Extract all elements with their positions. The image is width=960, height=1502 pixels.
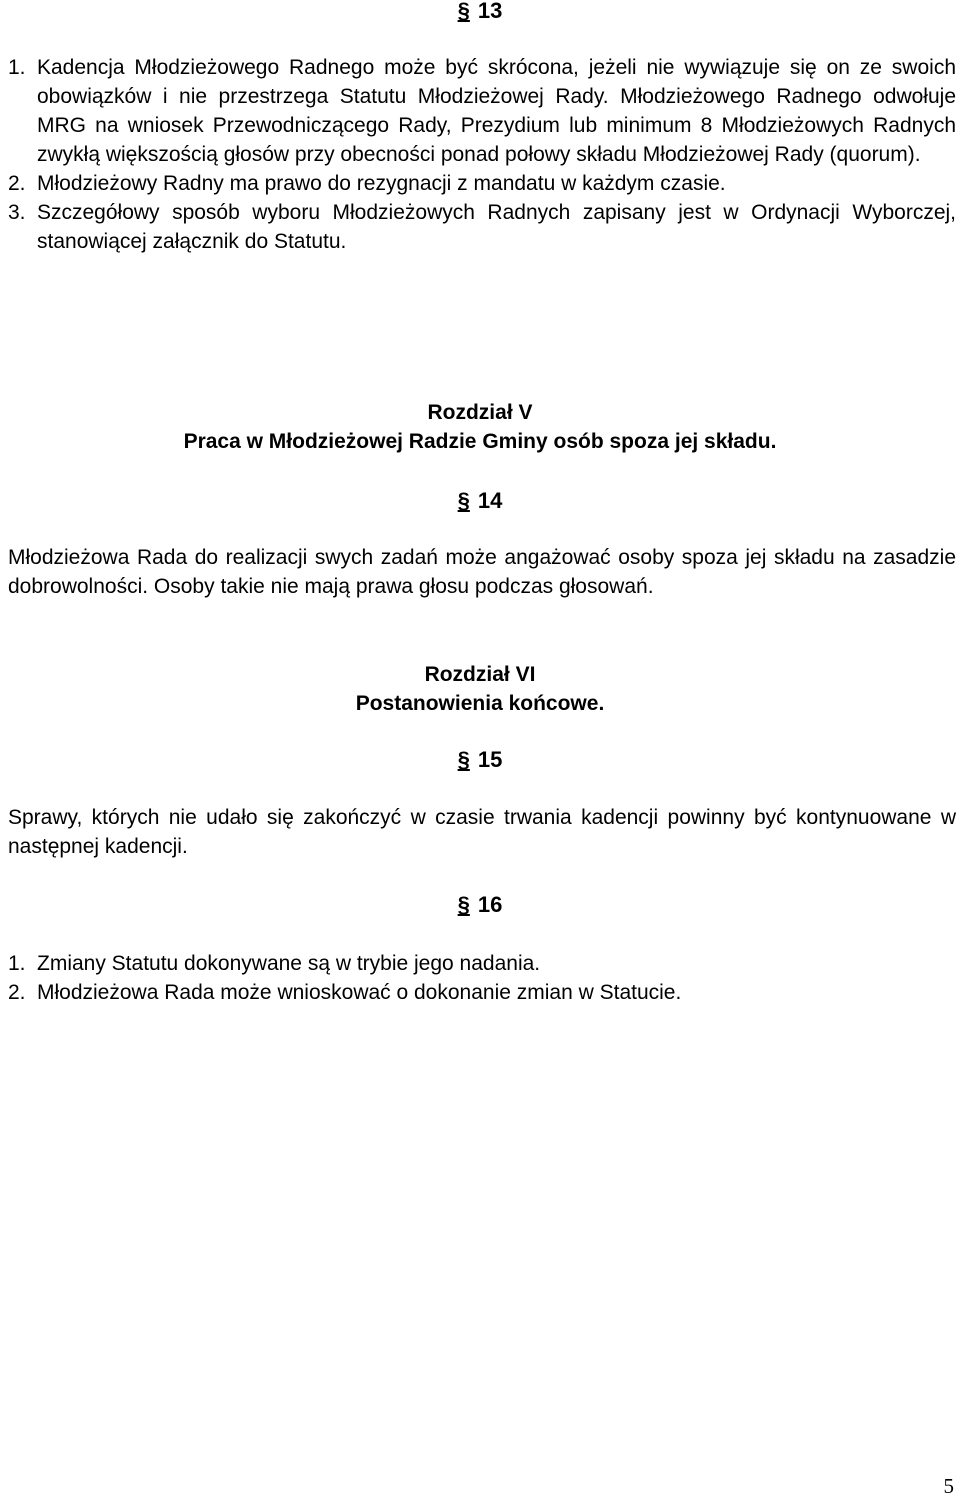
section-number: 13 [477, 0, 503, 23]
list-item-number: 3. [8, 201, 26, 224]
section-13-heading [0, 0, 960, 24]
section-16-list [8, 949, 956, 1007]
list-item-number: 2. [8, 172, 26, 195]
list-item [8, 978, 956, 1007]
list-item-number: 1. [8, 952, 26, 975]
list-item-text: Zmiany Statutu dokonywane są w trybie jego nadania. [37, 952, 541, 975]
section-symbol: § [457, 488, 470, 513]
list-item-text: Młodzieżowa Rada może wnioskować o dokonanie zmian w Statucie. [37, 981, 682, 1004]
list-item-text: Szczegółowy sposób wyboru Młodzieżowych Radnych zapisany jest w Ordynacji Wyborczej, stanowiącej załącznik do Statutu. [37, 201, 956, 253]
section-14-paragraph: Młodzieżowa Rada do realizacji swych zadań może angażować osoby spoza jej składu na zasadzie dobrowolności. Osoby takie nie mają prawa głosu podczas głosowań. [8, 546, 956, 598]
list-item [8, 53, 956, 169]
page-number: 5 [943, 1474, 954, 1498]
list-item-number: 1. [8, 56, 26, 79]
chapter-5-label: Rozdział V [427, 401, 533, 424]
section-number: 14 [477, 488, 503, 513]
chapter-6-title: Postanowienia końcowe. [355, 692, 605, 715]
section-symbol: § [457, 892, 470, 917]
chapter-6-label: Rozdział VI [424, 663, 536, 686]
section-13-list [8, 53, 956, 256]
section-number: 16 [477, 892, 503, 917]
list-item [8, 169, 956, 198]
list-item [8, 949, 956, 978]
section-15-paragraph: Sprawy, których nie udało się zakończyć w czasie trwania kadencji powinny być kontynuowane w następnej kadencji. [8, 806, 956, 858]
list-item-text: Młodzieżowy Radny ma prawo do rezygnacji z mandatu w każdym czasie. [37, 172, 726, 195]
section-14-heading [0, 488, 960, 514]
section-symbol: § [457, 747, 470, 772]
section-15-heading [0, 747, 960, 773]
list-item [8, 198, 956, 256]
chapter-5-title: Praca w Młodzieżowej Radzie Gminy osób spoza jej składu. [183, 430, 777, 453]
section-symbol: § [457, 0, 470, 23]
section-number: 15 [477, 747, 503, 772]
list-item-text: Kadencja Młodzieżowego Radnego może być skrócona, jeżeli nie wywiązuje się on ze swoich obowiązków i nie przestrzega Statutu Młodzieżowej Rady. Młodzieżowego Radnego odwołuje MRG na wniosek Przewodniczącego Rady, Prezydium lub minimum 8 Młodzieżowych Radnych zwykłą większością głosów przy obecności ponad połowy składu Młodzieżowej Rady (quorum). [37, 56, 956, 166]
list-item-number: 2. [8, 981, 26, 1004]
section-16-heading [0, 892, 960, 918]
